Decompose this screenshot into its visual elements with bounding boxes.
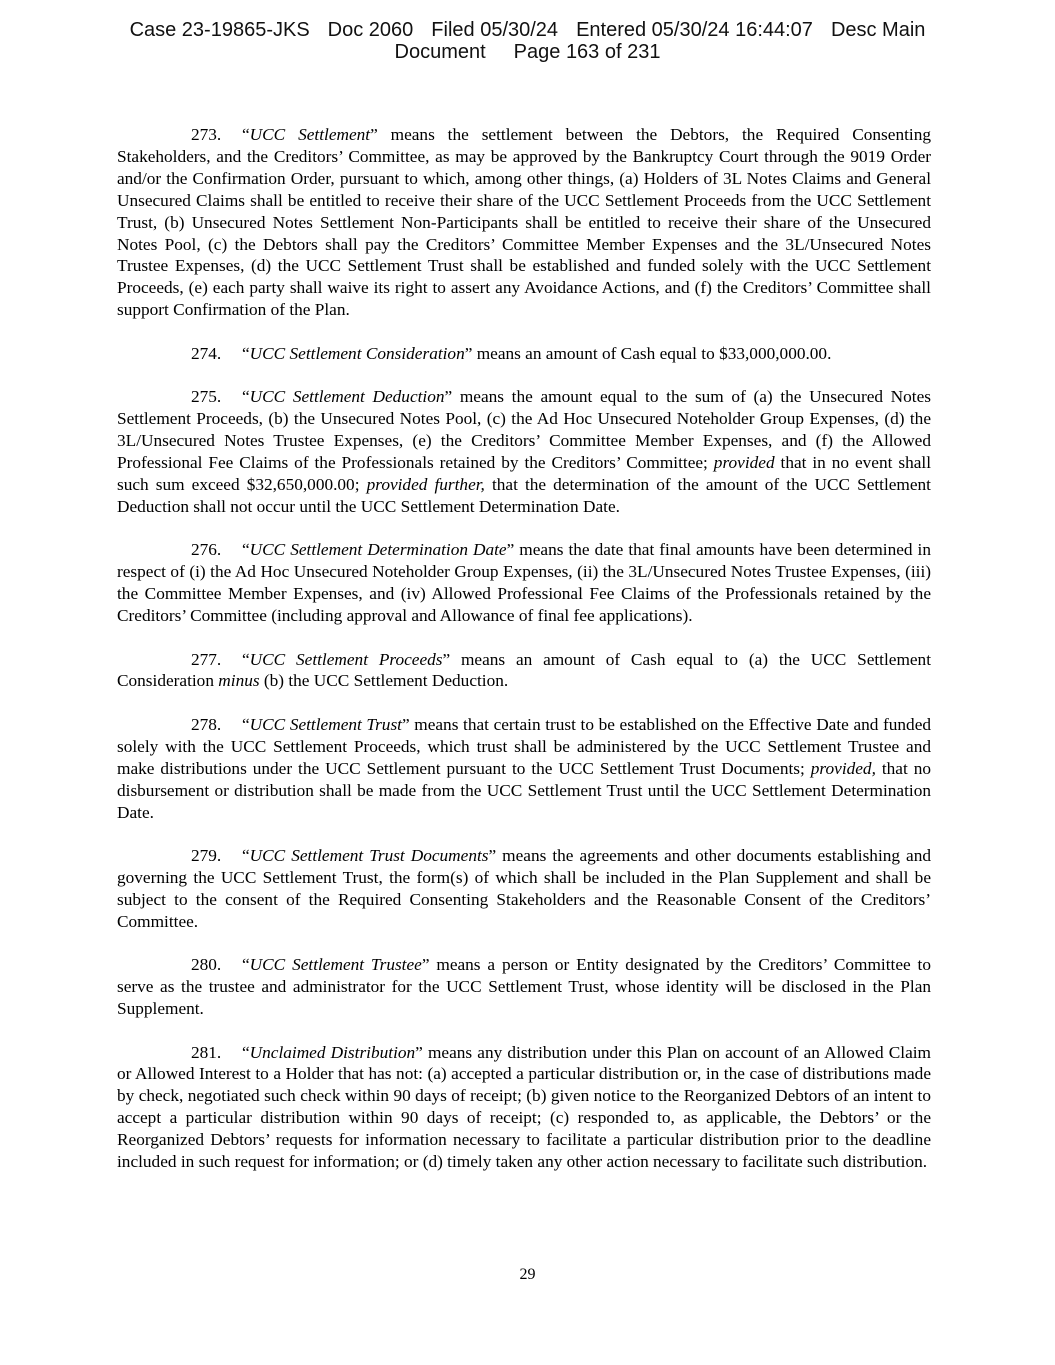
document-body: [117, 124, 931, 1195]
definition-text: (b) the UCC Settlement Deduction.: [259, 671, 509, 691]
filing-header-line-1: [0, 19, 1055, 41]
defined-term: UCC Settlement Trust: [249, 714, 402, 734]
definition-paragraph-278: 278. “UCC Settlement Trust” means that certain trust to be established on the Effective Date and funded solely with the UCC Settlement Proceeds, which trust shall be administered by the UCC Settlement Trustee and make distributions under the UCC Settlement pursuant to the UCC Settlement Trust Documents; provided, that no disbursement or distribution shall be made from the UCC Settlement Trust until the UCC Settlement Determination Date.: [117, 714, 932, 822]
definition-text: ” means an amount of Cash equal to $33,000,000.00.: [464, 343, 832, 363]
paragraph-number: 275.: [191, 387, 222, 407]
page-number: 29: [519, 1266, 536, 1283]
defined-term: UCC Settlement Trustee: [249, 955, 422, 975]
defined-term: UCC Settlement Deduction: [249, 387, 445, 407]
definition-paragraph-280: 280. “UCC Settlement Trustee” means a person or Entity designated by the Creditors’ Committee to serve as the trustee and administrator for the UCC Settlement Trust, whose identity will be disclosed in the Plan Supplement.: [117, 955, 931, 1019]
filing-page-indicator: Page 163 of 231: [513, 41, 661, 63]
definition-text: ” means the settlement between the Debtors, the Required Consenting Stakeholders, and the Creditors’ Committee, as may be approved by the Bankruptcy Court through the 9019 Order and/or the Confirmation Order, pursuant to which, among other things, (a) Holders of 3L Notes Claims and General Unsecured Claims shall be entitled to receive their share of the UCC Settlement Proceeds from the UCC Settlement Trust, (b) Unsecured Notes Settlement Non-Participants shall be entitled to receive their share of the Unsecured Notes Pool, (c) the Debtors shall pay the Creditors’ Committee Member Expenses and the 3L/Unsecured Notes Trustee Expenses, (d) the UCC Settlement Trust shall be established and funded solely with the UCC Settlement Proceeds, (e) each party shall waive its right to assert any Avoidance Actions, and (f) the Creditors’ Committee shall support Confirmation of the Plan.: [117, 125, 931, 320]
paragraph-number: 274.: [191, 343, 222, 363]
desc-main: Desc Main: [830, 19, 926, 41]
defined-term: UCC Settlement Determination Date: [249, 540, 507, 560]
defined-term: Unclaimed Distribution: [249, 1042, 416, 1062]
defined-term: UCC Settlement Proceeds: [249, 649, 443, 669]
definition-text: ” means the amount equal to the sum of (a) the Unsecured Notes Settlement Proceeds, (b) the Unsecured Notes Pool, (c) the Ad Hoc Unsecured Noteholder Group Expenses, (d) the 3L/Unsecured Notes Trustee Expenses, (e) the Creditors’ Committee Member Expenses, and (f) the Allowed Professional Fee Claims of the Professionals retained by the Creditors’ Committee;: [117, 387, 931, 472]
defined-term: UCC Settlement Trust Documents: [249, 846, 489, 866]
paragraph-number: 278.: [191, 714, 222, 734]
paragraph-number: 277.: [191, 649, 222, 669]
defined-term: UCC Settlement Consideration: [249, 343, 465, 363]
entered-date: Entered 05/30/24 16:44:07: [576, 19, 813, 41]
definition-text: ” means that certain trust to be established on the Effective Date and funded solely with the UCC Settlement Proceeds, which trust shall be administered by the UCC Settlement Trustee and make distributions under the UCC Settlement pursuant to the UCC Settlement Trust Documents;: [117, 714, 931, 778]
filing-header-line-2: [0, 41, 1055, 63]
document-label: Document: [394, 41, 486, 63]
definition-text: that in no event shall such sum exceed $32,650,000.00;: [117, 452, 931, 494]
paragraph-number: 273.: [191, 125, 222, 144]
doc-number: Doc 2060: [327, 19, 414, 41]
paragraph-number: 279.: [191, 846, 222, 866]
definition-paragraph-277: 277. “UCC Settlement Proceeds” means an amount of Cash equal to (a) the UCC Settlement Consideration minus (b) the UCC Settlement Deduction.: [117, 649, 932, 691]
emphasized-word: minus: [218, 671, 260, 691]
defined-term: UCC Settlement: [249, 125, 371, 144]
definition-paragraph-276: 276. “UCC Settlement Determination Date” means the date that final amounts have been determined in respect of (i) the Ad Hoc Unsecured Noteholder Group Expenses, (ii) the 3L/Unsecured Notes Trustee Expenses, (iii) the Committee Member Expenses, and (iv) Allowed Professional Fee Claims of the Professionals retained by the Creditors’ Committee (including approval and Allowance of final fee applications).: [117, 540, 931, 625]
definition-text: that the determination of the amount of the UCC Settlement Deduction shall not occur until the UCC Settlement Determination Date.: [117, 474, 931, 516]
definition-text: ” means any distribution under this Plan on account of an Allowed Claim or Allowed Interest to a Holder that has not: (a) accepted a particular distribution or, in the case of distributions made by check, negotiated such check within 90 days of receipt; (b) given notice to the Reorganized Debtors of an intent to accept a particular distribution within 90 days of receipt; (c) responded to, as applicable, the Debtors’ or the Reorganized Debtors’ requests for information necessary to facilitate a particular distribution prior to the deadline included in such request for information; or (d) timely taken any other action necessary to facilitate such distribution.: [117, 1042, 931, 1172]
paragraph-number: 280.: [191, 955, 222, 975]
definition-text: ” means the agreements and other documents establishing and governing the UCC Settlement Trust, the form(s) of which shall be included in the Plan Supplement and shall be subject to the consent of the Required Consenting Stakeholders and the Reasonable Consent of the Creditors’ Committee.: [117, 846, 931, 931]
definition-text: ” means an amount of Cash equal to (a) the UCC Settlement Consideration: [117, 649, 932, 691]
proviso-term: provided further,: [366, 474, 485, 494]
definition-paragraph-281: 281. “Unclaimed Distribution” means any distribution under this Plan on account of an Allowed Claim or Allowed Interest to a Holder that has not: (a) accepted a particular distribution or, in the case of distributions made by check, negotiated such check within 90 days of receipt; (b) given notice to the Reorganized Debtors of an intent to accept a particular distribution within 90 days of receipt; (c) responded to, as applicable, the Debtors’ or the Reorganized Debtors’ requests for information necessary to facilitate a particular distribution prior to the deadline included in such request for information; or (d) timely taken any other action necessary to facilitate such distribution.: [117, 1042, 931, 1172]
definition-text: ” means the date that final amounts have been determined in respect of (i) the Ad Hoc Unsecured Noteholder Group Expenses, (ii) the 3L/Unsecured Notes Trustee Expenses, (iii) the Committee Member Expenses, and (iv) Allowed Professional Fee Claims of the Professionals retained by the Creditors’ Committee (including approval and Allowance of final fee applications).: [117, 540, 931, 625]
definition-paragraph-273: 273. “UCC Settlement” means the settlement between the Debtors, the Required Consenting Stakeholders, and the Creditors’ Committee, as may be approved by the Bankruptcy Court through the 9019 Order and/or the Confirmation Order, pursuant to which, among other things, (a) Holders of 3L Notes Claims and General Unsecured Claims shall be entitled to receive their share of the UCC Settlement Proceeds from the UCC Settlement Trust, (b) Unsecured Notes Settlement Non-Participants shall be entitled to receive their share of the Unsecured Notes Pool, (c) the Debtors shall pay the Creditors’ Committee Member Expenses and the 3L/Unsecured Notes Trustee Expenses, (d) the UCC Settlement Trust shall be established and funded solely with the UCC Settlement Proceeds, (e) each party shall waive its right to assert any Avoidance Actions, and (f) the Creditors’ Committee shall support Confirmation of the Plan.: [117, 125, 931, 320]
paragraph-number: 276.: [191, 540, 222, 560]
court-filing-header: [0, 19, 1055, 63]
definition-paragraph-274: 274. “UCC Settlement Consideration” means an amount of Cash equal to $33,000,000.00.: [191, 343, 832, 363]
filed-date: Filed 05/30/24: [431, 19, 559, 41]
proviso-term: provided: [713, 452, 775, 472]
paragraph-number: 281.: [191, 1042, 222, 1062]
definition-text: that no disbursement or distribution shall be made from the UCC Settlement Trust until the UCC Settlement Determination Date.: [117, 758, 932, 822]
case-number: Case 23-19865-JKS: [129, 19, 310, 41]
definition-paragraph-275: 275. “UCC Settlement Deduction” means the amount equal to the sum of (a) the Unsecured Notes Settlement Proceeds, (b) the Unsecured Notes Pool, (c) the Ad Hoc Unsecured Noteholder Group Expenses, (d) the 3L/Unsecured Notes Trustee Expenses, (e) the Creditors’ Committee Member Expenses, and (f) the Allowed Professional Fee Claims of the Professionals retained by the Creditors’ Committee; provided that in no event shall such sum exceed $32,650,000.00; provided further, that the determination of the amount of the UCC Settlement Deduction shall not occur until the UCC Settlement Determination Date.: [117, 387, 931, 516]
proviso-term: provided,: [810, 758, 876, 778]
definition-paragraph-279: 279. “UCC Settlement Trust Documents” means the agreements and other documents establishing and governing the UCC Settlement Trust, the form(s) of which shall be included in the Plan Supplement and shall be subject to the consent of the Required Consenting Stakeholders and the Reasonable Consent of the Creditors’ Committee.: [117, 846, 931, 931]
definition-text: ” means a person or Entity designated by the Creditors’ Committee to serve as the trustee and administrator for the UCC Settlement Trust, whose identity will be disclosed in the Plan Supplement.: [117, 955, 931, 1019]
